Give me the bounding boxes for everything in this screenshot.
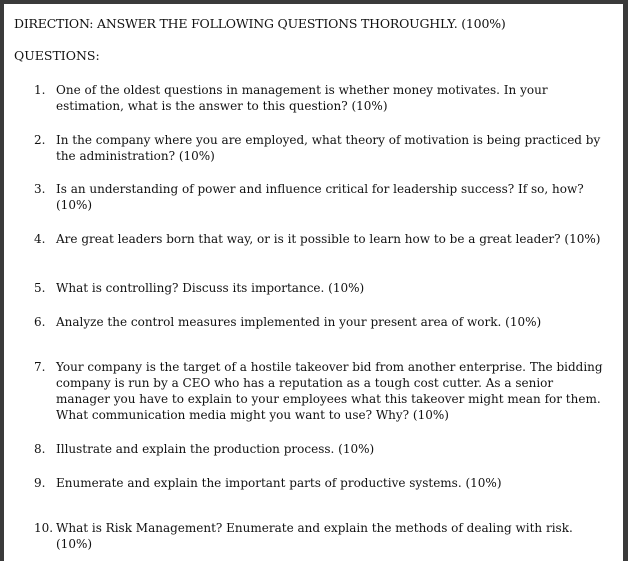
question-text: One of the oldest questions in management is whether money motivates. In your estimation, what is the answer to this question? (10%) — [56, 83, 548, 113]
document-page — [4, 4, 623, 561]
question-item — [34, 520, 604, 552]
question-text: Your company is the target of a hostile takeover bid from another enterprise. The bidding company is run by a CEO who has a reputation as a tough cost cutter. As a senior manager you have to explain to your employees what this takeover might mean for them. What communication media might you want to use? Why? (10%) — [56, 360, 603, 422]
question-number: 6. — [34, 315, 46, 329]
question-text: In the company where you are employed, what theory of motivation is being practiced by the administration? (10%) — [56, 133, 601, 163]
question-number: 7. — [34, 360, 46, 374]
question-text: Analyze the control measures implemented in your present area of work. (10%) — [56, 315, 542, 329]
question-text: Illustrate and explain the production process. (10%) — [56, 442, 375, 456]
questions-heading: QUESTIONS: — [14, 48, 100, 63]
question-item — [34, 82, 604, 114]
question-item — [34, 359, 604, 423]
direction-heading: DIRECTION: ANSWER THE FOLLOWING QUESTIONS THOROUGHLY. (100%) — [14, 16, 506, 31]
question-number: 5. — [34, 281, 46, 295]
question-item — [34, 231, 604, 247]
question-item — [34, 475, 604, 491]
question-number: 2. — [34, 133, 46, 147]
question-number: 3. — [34, 182, 46, 196]
question-item — [34, 132, 604, 164]
question-number: 1. — [34, 83, 46, 97]
question-item — [34, 181, 604, 213]
question-item — [34, 280, 604, 296]
question-text: Enumerate and explain the important parts of productive systems. (10%) — [56, 476, 502, 490]
question-number: 4. — [34, 232, 46, 246]
question-text: What is Risk Management? Enumerate and explain the methods of dealing with risk. (10%) — [56, 521, 573, 551]
question-text: Are great leaders born that way, or is it possible to learn how to be a great leader? (10%) — [56, 232, 601, 246]
question-text: Is an understanding of power and influence critical for leadership success? If so, how? (10%) — [56, 182, 584, 212]
question-item — [34, 441, 604, 457]
question-item — [34, 314, 604, 330]
question-text: What is controlling? Discuss its importance. (10%) — [56, 281, 365, 295]
question-number: 8. — [34, 442, 46, 456]
question-number: 10. — [34, 521, 54, 535]
question-number: 9. — [34, 476, 46, 490]
